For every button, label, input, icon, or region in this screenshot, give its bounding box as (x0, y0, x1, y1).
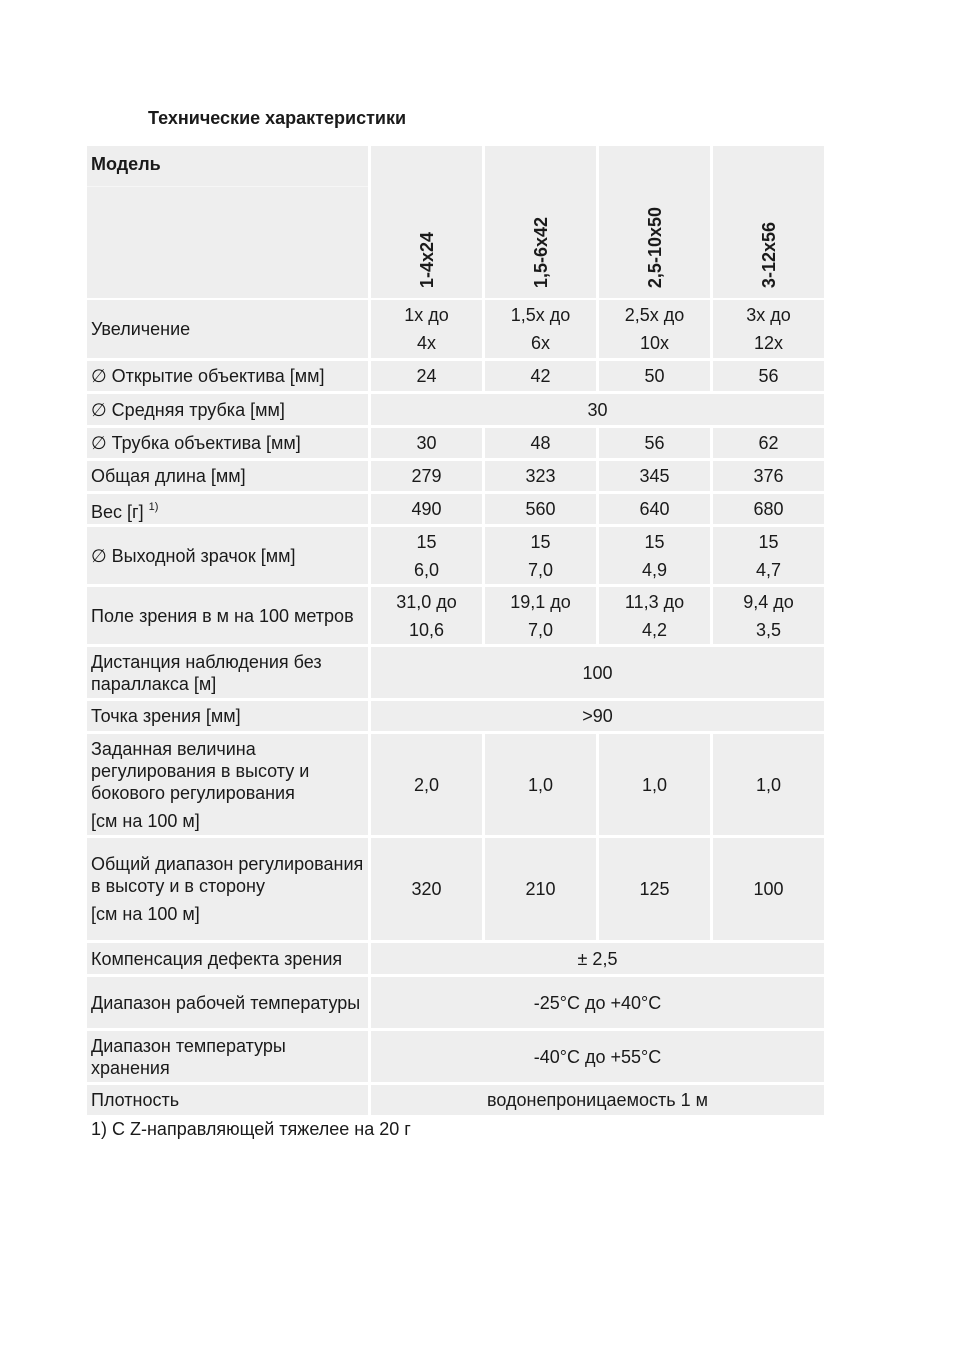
table-cell (371, 587, 482, 644)
row-label (87, 1085, 368, 1115)
label-text: Общий диапазон регулирования в высоту и в сторону (91, 854, 364, 896)
value-bottom: 4,9 (641, 559, 668, 580)
table-cell: 560 (485, 494, 596, 524)
label-text (91, 496, 368, 523)
model-name: 2,5-10x50 (644, 206, 665, 288)
value-bottom: 4x (416, 333, 436, 353)
table-cell (713, 587, 824, 644)
row-label (87, 428, 368, 458)
table-cell: 42 (485, 361, 596, 391)
page-title: Технические характеристики (148, 108, 407, 128)
value-bottom: 10x (639, 333, 670, 353)
table-cell: 1,0 (599, 734, 710, 835)
table-cell (371, 300, 482, 358)
table-cell-merged: -40°C до +55°C (371, 1031, 824, 1082)
table-cell (713, 300, 824, 358)
model-name: 3-12x56 (758, 221, 779, 288)
table-cell (599, 587, 710, 644)
table-cell: 376 (713, 461, 824, 491)
value-top: 2,5x до (624, 305, 685, 325)
value-bottom: 10,6 (408, 619, 445, 640)
table-cell: 30 (371, 428, 482, 458)
row-label (87, 300, 368, 358)
table-cell: 320 (371, 838, 482, 940)
value-top: 19,1 до (510, 591, 571, 612)
label-text: ∅ Открытие объектива [мм] (91, 366, 325, 386)
label-text: Заданная величина регулирования в высоту и бокового регулирования (91, 738, 310, 803)
label-text: Плотность (91, 1090, 180, 1110)
value-bottom: 12x (753, 333, 784, 353)
value-top: 15 (416, 531, 437, 552)
footnote-marker: 1) (148, 500, 159, 513)
table-cell (599, 527, 710, 584)
table-cell: 345 (599, 461, 710, 491)
value-top: 15 (530, 531, 551, 552)
value-top: 11,3 до (624, 591, 685, 612)
label-main: Вес [г] (91, 501, 144, 522)
row-label (87, 647, 368, 698)
model-name: 1,5-6x42 (530, 216, 551, 288)
label-unit: [см на 100 м] (91, 904, 200, 924)
model-column-header (713, 146, 824, 298)
model-name: 1-4x24 (416, 231, 437, 288)
row-label (87, 361, 368, 391)
label-text: Диапазон температуры хранения (91, 1035, 286, 1078)
model-column-header (485, 146, 596, 298)
table-cell: 48 (485, 428, 596, 458)
value-bottom: 3,5 (755, 619, 782, 640)
value-bottom: 7,0 (527, 559, 554, 580)
value-bottom: 7,0 (527, 619, 554, 640)
label-text: Дистанция наблюдения без параллакса [м] (91, 651, 322, 694)
label-text: Увеличение (91, 319, 191, 339)
table-cell: 640 (599, 494, 710, 524)
table-cell (713, 527, 824, 584)
model-header-cell (87, 146, 368, 298)
table-cell (371, 527, 482, 584)
table-cell-merged: -25°C до +40°C (371, 977, 824, 1028)
row-label (87, 1031, 368, 1082)
table-cell: 210 (485, 838, 596, 940)
row-label (87, 734, 368, 835)
table-cell (485, 300, 596, 358)
value-top: 31,0 до (396, 591, 457, 612)
label-text: Общая длина [мм] (91, 466, 246, 486)
table-cell: 24 (371, 361, 482, 391)
footnote: 1) C Z-направляющей тяжелее на 20 г (91, 1119, 411, 1139)
value-top: 3x до (746, 305, 791, 325)
table-cell-merged: >90 (371, 701, 824, 731)
row-label (87, 701, 368, 731)
table-cell-merged: 30 (371, 394, 824, 425)
table-cell: 50 (599, 361, 710, 391)
model-column-header (371, 146, 482, 298)
row-label (87, 587, 368, 644)
label-text: Точка зрения [мм] (91, 706, 241, 726)
table-cell: 680 (713, 494, 824, 524)
divider (87, 186, 368, 187)
label-text: ∅ Средняя трубка [мм] (91, 399, 285, 420)
model-column-header (599, 146, 710, 298)
row-label (87, 943, 368, 974)
table-cell: 279 (371, 461, 482, 491)
label-text: Поле зрения в м на 100 метров (91, 605, 354, 626)
value-bottom: 6,0 (413, 559, 440, 580)
row-label (87, 527, 368, 584)
value-top: 15 (758, 531, 779, 552)
table-cell: 490 (371, 494, 482, 524)
label-unit: [см на 100 м] (91, 810, 200, 831)
label-text: Компенсация дефекта зрения (91, 948, 343, 969)
table-cell: 323 (485, 461, 596, 491)
table-cell-merged: 100 (371, 647, 824, 698)
value-bottom: 6x (530, 333, 550, 353)
table-cell: 100 (713, 838, 824, 940)
value-top: 15 (644, 531, 665, 552)
table-cell: 125 (599, 838, 710, 940)
table-cell: 1,0 (713, 734, 824, 835)
model-label: Модель (91, 154, 161, 174)
table-cell: 62 (713, 428, 824, 458)
table-cell (485, 587, 596, 644)
value-top: 1,5x до (510, 305, 571, 325)
label-text: ∅ Выходной зрачок [мм] (91, 545, 296, 566)
table-cell: 1,0 (485, 734, 596, 835)
table-cell-merged: водонепроницаемость 1 м (371, 1085, 824, 1115)
table-cell-merged: ± 2,5 (371, 943, 824, 974)
table-cell (485, 527, 596, 584)
row-label (87, 461, 368, 491)
row-label (87, 977, 368, 1028)
label-text: ∅ Трубка объектива [мм] (91, 433, 301, 453)
value-top: 1x до (404, 305, 449, 325)
row-label (87, 394, 368, 425)
label-text: Диапазон рабочей температуры (91, 992, 361, 1013)
row-label (87, 838, 368, 940)
table-cell: 2,0 (371, 734, 482, 835)
value-bottom: 4,7 (755, 559, 782, 580)
value-bottom: 4,2 (641, 619, 668, 640)
row-label (87, 494, 368, 524)
table-cell (599, 300, 710, 358)
table-cell: 56 (713, 361, 824, 391)
table-cell: 56 (599, 428, 710, 458)
value-top: 9,4 до (743, 591, 794, 612)
